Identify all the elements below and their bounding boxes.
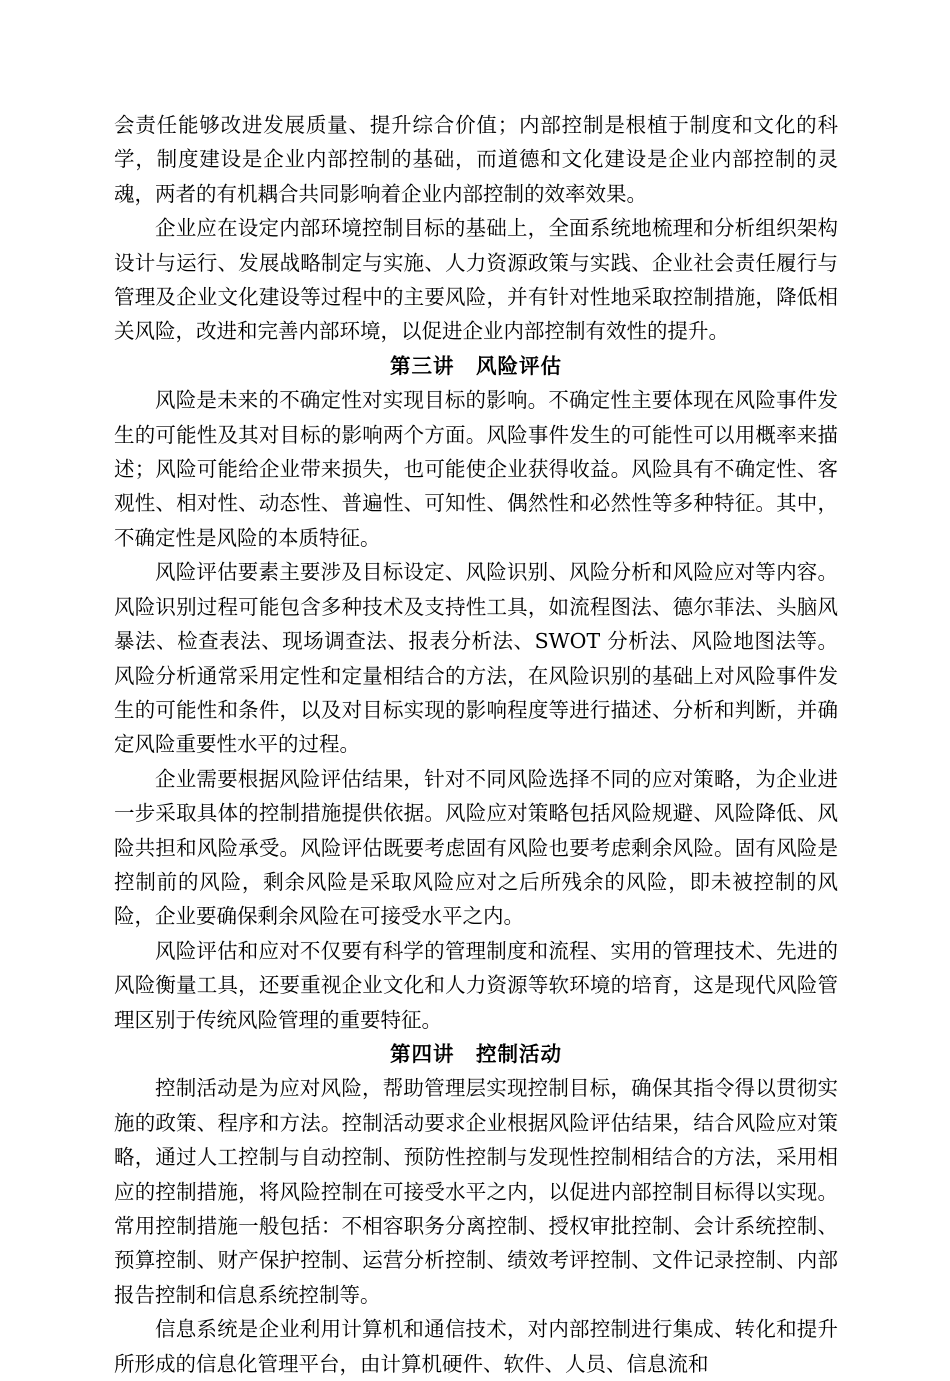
paragraph-risk-definition: 风险是未来的不确定性对实现目标的影响。不确定性主要体现在风险事件发生的可能性及其对目标的影响两个方面。风险事件发生的可能性可以用概率来描述；风险可能给企业带来损失，也可能使企业获得收益。风险具有不确定性、客观性、相对性、动态性、普遍性、可知性、偶然性和必然性等多种特征。其中，不确定性是风险的本质特征。 (114, 388, 838, 550)
paragraph-risk-response: 企业需要根据风险评估结果，针对不同风险选择不同的应对策略，为企业进一步采取具体的控制措施提供依据。风险应对策略包括风险规避、风险降低、风险共担和风险承受。风险评估既要考虑固有风险也要考虑剩余风险。固有风险是控制前的风险，剩余风险是采取风险应对之后所残余的风险，即未被控制的风险，企业要确保剩余风险在可接受水平之内。 (114, 766, 838, 929)
heading-lecture-3: 第三讲 风险评估 (390, 353, 562, 378)
paragraph-internal-environment: 企业应在设定内部环境控制目标的基础上，全面系统地梳理和分析组织架构设计与运行、发展战略制定与实施、人力资源政策与实践、企业社会责任履行与管理及企业文化建设等过程中的主要风险，并有针对性地采取控制措施，降低相关风险，改进和完善内部环境，以促进企业内部控制有效性的提升。 (114, 216, 838, 344)
heading-lecture-4: 第四讲 控制活动 (390, 1041, 562, 1066)
paragraph-information-system: 信息系统是企业利用计算机和通信技术，对内部控制进行集成、转化和提升所形成的信息化管理平台，由计算机硬件、软件、人员、信息流和 (114, 1317, 838, 1376)
paragraph-risk-culture: 风险评估和应对不仅要有科学的管理制度和流程、实用的管理技术、先进的风险衡量工具，还要重视企业文化和人力资源等软环境的培育，这是现代风险管理区别于传统风险管理的重要特征。 (114, 938, 838, 1032)
paragraph-continuation: 会责任能够改进发展质量、提升综合价值；内部控制是根植于制度和文化的科学，制度建设是企业内部控制的基础，而道德和文化建设是企业内部控制的灵魂，两者的有机耦合共同影响着企业内部控制的效率效果。 (114, 113, 838, 206)
paragraph-control-activities: 控制活动是为应对风险，帮助管理层实现控制目标，确保其指令得以贯彻实施的政策、程序和方法。控制活动要求企业根据风险评估结果，结合风险应对策略，通过人工控制与自动控制、预防性控制与发现性控制相结合的方法，采用相应的控制措施，将风险控制在可接受水平之内，以促进内部控制目标得以实现。常用控制措施一般包括：不相容职务分离控制、授权审批控制、会计系统控制、预算控制、财产保护控制、运营分析控制、绩效考评控制、文件记录控制、内部报告控制和信息系统控制等。 (114, 1076, 838, 1307)
paragraph-risk-assessment-elements: 风险评估要素主要涉及目标设定、风险识别、风险分析和风险应对等内容。风险识别过程可能包含多种技术及支持性工具，如流程图法、德尔菲法、头脑风暴法、检查表法、现场调查法、报表分析法、SWOT 分析法、风险地图法等。风险分析通常采用定性和定量相结合的方法，在风险识别的基础上对风险事件发生的可能性和条件，以及对目标实现的影响程度等进行描述、分析和判断，并确定风险重要性水平的过程。 (114, 560, 838, 757)
